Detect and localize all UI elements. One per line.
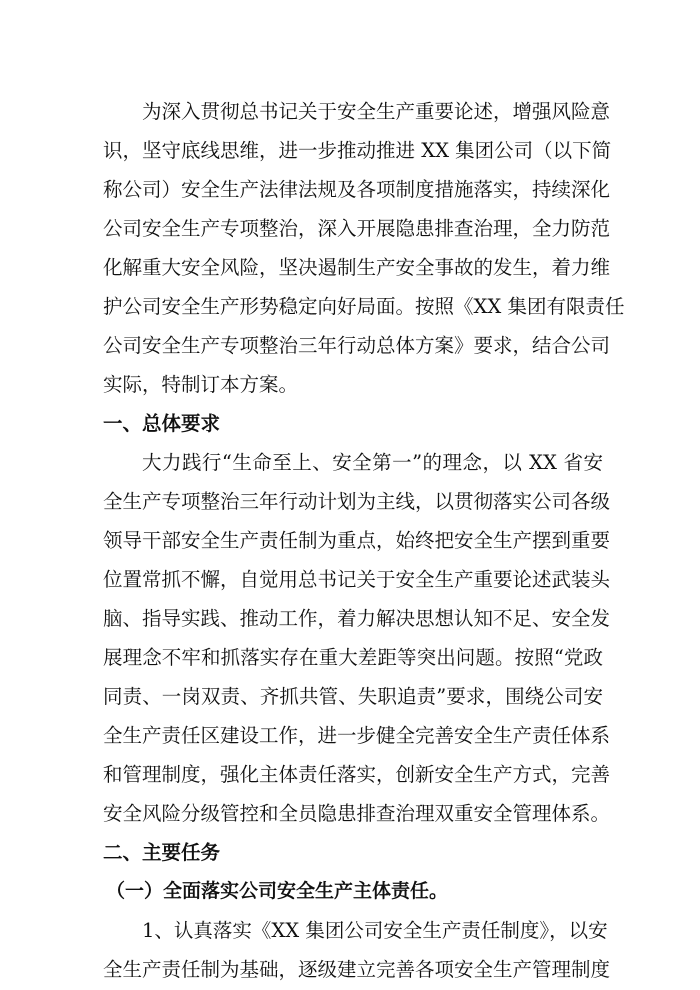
paragraph-line: 识，坚守底线思维，进一步推动推进 XX 集团公司（以下简	[103, 139, 612, 162]
paragraph-line: 全生产专项整治三年行动计划为主线，以贯彻落实公司各级	[103, 490, 611, 513]
intro-paragraph	[103, 92, 625, 404]
general-requirements-paragraph	[103, 443, 611, 833]
paragraph-line: 1、认真落实《XX 集团公司安全生产责任制度》，以安	[142, 919, 608, 942]
section-heading-general-requirements: 一、总体要求	[103, 412, 221, 435]
paragraph-line: 护公司安全生产形势稳定向好局面。按照《XX 集团有限责任	[103, 295, 625, 318]
paragraph-line: 展理念不牢和抓落实存在重大差距等突出问题。按照“党政	[103, 646, 603, 669]
section-heading-main-tasks: 二、主要任务	[103, 841, 221, 864]
paragraph-line: 和管理制度，强化主体责任落实，创新安全生产方式，完善	[103, 763, 611, 786]
subsection-heading: （一）全面落实公司安全生产主体责任。	[106, 880, 449, 902]
paragraph-line: 位置常抓不懈，自觉用总书记关于安全生产重要论述武装头	[103, 568, 611, 591]
task-item-paragraph	[103, 911, 611, 989]
paragraph-line: 为深入贯彻总书记关于安全生产重要论述，增强风险意	[142, 100, 611, 123]
paragraph-line: 公司安全生产专项整治三年行动总体方案》要求，结合公司	[103, 334, 611, 357]
paragraph-line: 全生产责任区建设工作，进一步健全完善安全生产责任体系	[103, 724, 611, 747]
paragraph-line: 大力践行“生命至上、安全第一”的理念，以 XX 省安	[142, 451, 603, 474]
paragraph-line: 安全风险分级管控和全员隐患排查治理双重安全管理体系。	[103, 802, 611, 825]
paragraph-line: 实际，特制订本方案。	[103, 373, 299, 396]
paragraph-line: 同责、一岗双责、齐抓共管、失职追责”要求，围绕公司安	[103, 685, 603, 708]
document-body	[103, 92, 625, 989]
paragraph-line: 全生产责任制为基础，逐级建立完善各项安全生产管理制度	[103, 958, 611, 981]
paragraph-line: 化解重大安全风险，坚决遏制生产安全事故的发生，着力维	[103, 256, 611, 279]
paragraph-line: 公司安全生产专项整治，深入开展隐患排查治理，全力防范	[103, 217, 611, 240]
paragraph-line: 称公司）安全生产法律法规及各项制度措施落实，持续深化	[103, 178, 611, 201]
paragraph-line: 领导干部安全生产责任制为重点，始终把安全生产摆到重要	[103, 529, 611, 552]
paragraph-line: 脑、指导实践、推动工作，着力解决思想认知不足、安全发	[103, 607, 611, 630]
